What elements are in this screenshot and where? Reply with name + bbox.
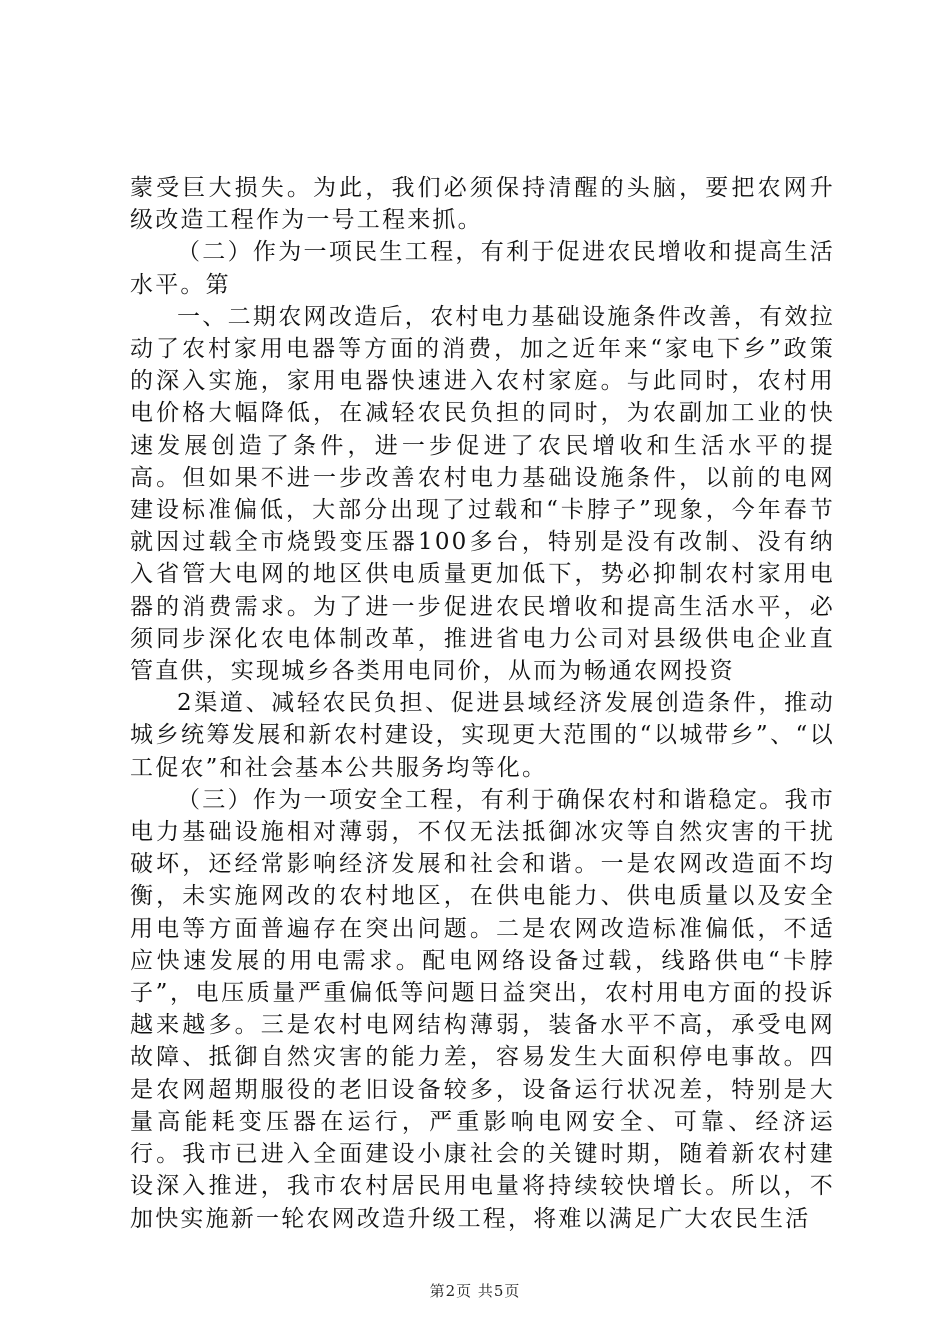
paragraph-section-two-heading: （二）作为一项民生工程，有利于促进农民增收和提高生活水平。第 (130, 239, 835, 298)
document-body (130, 172, 835, 1235)
paragraph-continuation: 蒙受巨大损失。为此，我们必须保持清醒的头脑，要把农网升级改造工程作为一号工程来抓。 (130, 175, 835, 234)
page-number-footer: 第2页 共5页 (429, 1282, 521, 1300)
paragraph-livelihood-project: 一、二期农网改造后，农村电力基础设施条件改善，有效拉动了农村家用电器等方面的消费，加之近年来“家电下乡”政策的深入实施，家用电器快速进入农村家庭。与此同时，农村用电价格大幅降低，在减轻农民负担的同时，为农副加工业的快速发展创造了条件，进一步促进了农民增收和生活水平的提高。但如果不进一步改善农村电力基础设施条件，以前的电网建设标准偏低，大部分出现了过载和“卡脖子”现象，今年春节就因过载全市烧毁变压器100多台，特别是没有改制、没有纳入省管大电网的地区供电质量更加低下，势必抑制农村家用电器的消费需求。为了进一步促进农民增收和提高生活水平，必须同步深化农电体制改革，推进省电力公司对县级供电企业直管直供，实现城乡各类用电同价，从而为畅通农网投资 (130, 303, 835, 685)
paragraph-channel-continuation: 2渠道、减轻农民负担、促进县域经济发展创造条件，推动城乡统筹发展和新农村建设，实现更大范围的“以城带乡”、“以工促农”和社会基本公共服务均等化。 (130, 690, 835, 781)
paragraph-section-three-safety: （三）作为一项安全工程，有利于确保农村和谐稳定。我市电力基础设施相对薄弱，不仅无法抵御冰灾等自然灾害的干扰破坏，还经常影响经济发展和社会和谐。一是农网改造面不均衡，未实施网改的农村地区，在供电能力、供电质量以及安全用电等方面普遍存在突出问题。二是农网改造标准偏低，不适应快速发展的用电需求。配电网络设备过载，线路供电“卡脖子”，电压质量严重偏低等问题日益突出，农村用电方面的投诉越来越多。三是农村电网结构薄弱，装备水平不高，承受电网故障、抵御自然灾害的能力差，容易发生大面积停电事故。四是农网超期服役的老旧设备较多，设备运行状况差，特别是大量高能耗变压器在运行，严重影响电网安全、可靠、经济运行。我市已进入全面建设小康社会的关键时期，随着新农村建设深入推进，我市农村居民用电量将持续较快增长。所以，不加快实施新一轮农网改造升级工程，将难以满足广大农民生活 (130, 786, 835, 1232)
